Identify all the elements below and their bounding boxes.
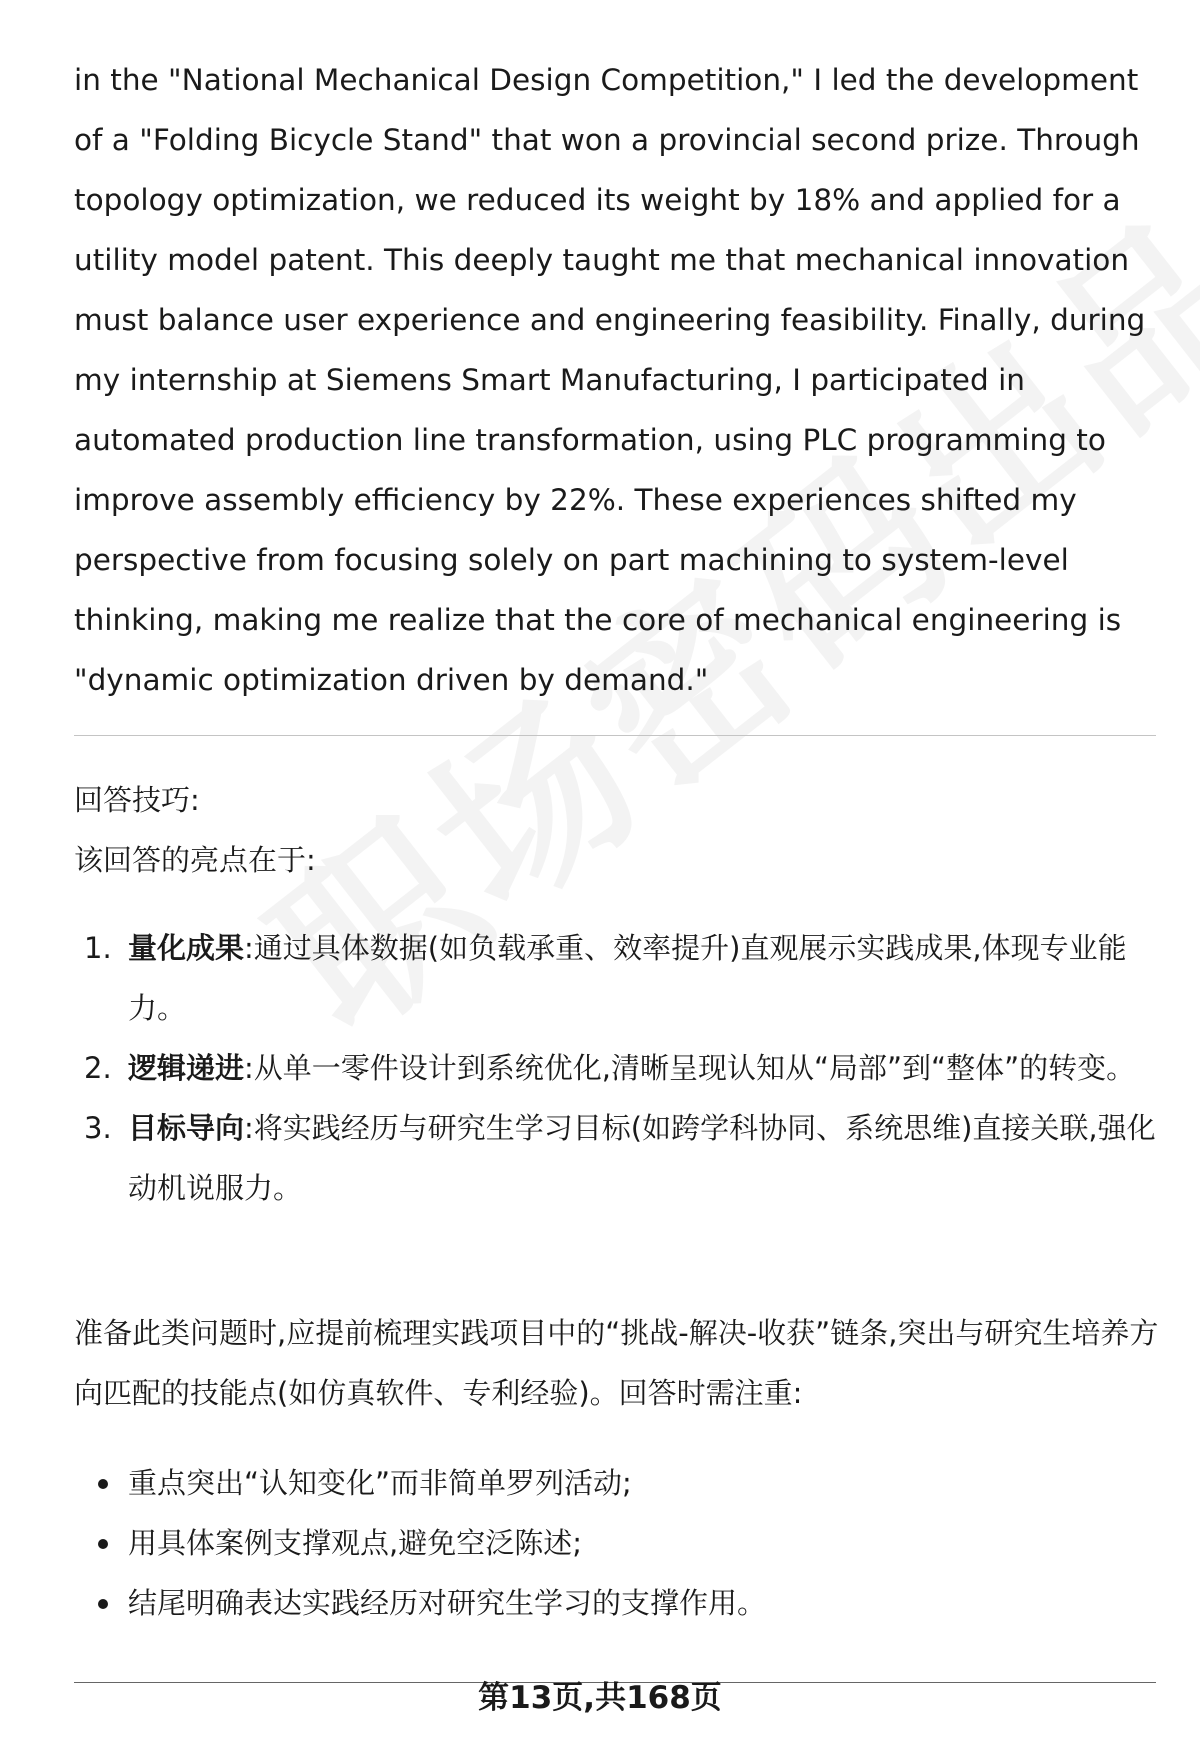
list-item (74, 918, 1164, 1038)
list-item (74, 1098, 1164, 1218)
section-divider (74, 735, 1156, 736)
list-text: :从单一零件设计到系统优化,清晰呈现认知从“局部”到“整体”的转变。 (244, 1051, 1136, 1085)
list-text: :通过具体数据(如负载承重、效率提升)直观展示实践成果,体现专业能力。 (128, 931, 1127, 1025)
list-text: 用具体案例支撑观点,避免空泛陈述; (128, 1526, 582, 1560)
list-text: :将实践经历与研究生学习目标(如跨学科协同、系统思维)直接关联,强化动机说服力。 (128, 1111, 1156, 1205)
bullet-icon (98, 1539, 108, 1549)
answer-paragraph: in the "National Mechanical Design Competition," I led the development of a "Folding Bicycle Stand" that won a provincial second prize. Through topology optimization, we reduced its weight by 18% and applied for a utility model patent. This deeply taught me that mechanical innovation must balance user experience and engineering feasibility. Finally, during my internship at Siemens Smart Manufacturing, I participated in automated production line transformation, using PLC programming to improve assembly efficiency by 22%. These experiences shifted my perspective from focusing solely on part machining to system-level thinking, making me realize that the core of mechanical engineering is "dynamic optimization driven by demand." (74, 63, 1146, 697)
tips-heading: 回答技巧: (74, 783, 200, 817)
list-term: 目标导向 (128, 1111, 245, 1145)
preparation-note: 准备此类问题时,应提前梳理实践项目中的“挑战-解决-收获”链条,突出与研究生培养方向匹配的技能点(如仿真软件、专利经验)。回答时需注重: (74, 1316, 1159, 1410)
bullet-icon (98, 1599, 108, 1609)
list-number: 3. (84, 1111, 112, 1145)
highlights-list (74, 918, 1164, 1218)
list-item (74, 1038, 1164, 1098)
list-term: 逻辑递进 (128, 1051, 245, 1085)
list-item (74, 1513, 1164, 1573)
advice-list (74, 1453, 1164, 1633)
list-item (74, 1453, 1164, 1513)
list-number: 2. (84, 1051, 112, 1085)
list-term: 量化成果 (128, 931, 245, 965)
list-item (74, 1573, 1164, 1633)
list-text: 结尾明确表达实践经历对研究生学习的支撑作用。 (128, 1586, 767, 1620)
list-text: 重点突出“认知变化”而非简单罗列活动; (128, 1466, 632, 1500)
page-number: 第13页,共168页 (478, 1680, 722, 1716)
list-number: 1. (84, 931, 112, 965)
bullet-icon (98, 1479, 108, 1489)
tips-intro: 该回答的亮点在于: (74, 843, 316, 877)
